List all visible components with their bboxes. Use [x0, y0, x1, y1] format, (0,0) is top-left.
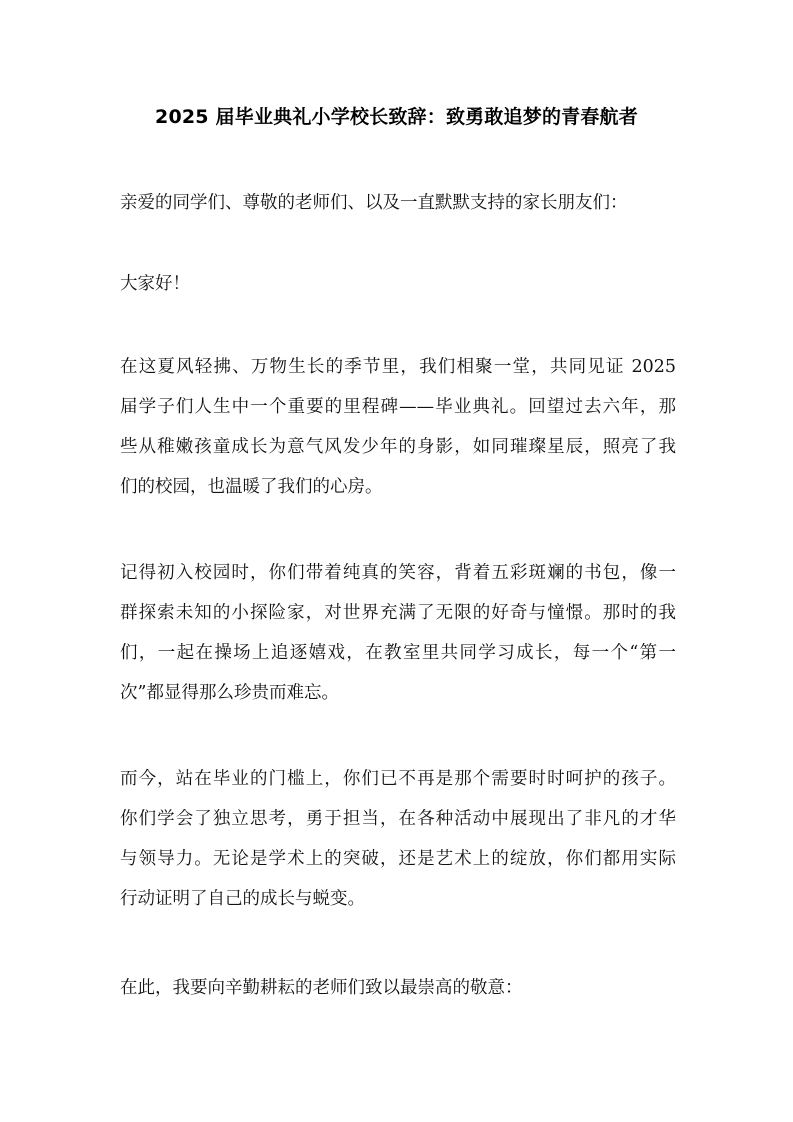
body-paragraph-2 — [120, 553, 676, 713]
paragraph-line: 们的校园，也温暖了我们的心房。 — [120, 477, 383, 497]
paragraph-line: 在这夏风轻拂、万物生长的季节里，我们相聚一堂，共同见证 2025 — [120, 357, 676, 377]
paragraph-line: 些从稚嫩孩童成长为意气风发少年的身影，如同璀璨星辰，照亮了我 — [120, 437, 676, 457]
body-paragraph-4 — [120, 968, 676, 1008]
paragraph-line: 群探索未知的小探险家，对世界充满了无限的好奇与憧憬。那时的我 — [120, 603, 676, 623]
paragraph-line: 们，一起在操场上追逐嬉戏，在教室里共同学习成长，每一个“第一 — [120, 643, 676, 663]
document-title: 2025 届毕业典礼小学校长致辞：致勇敢追梦的青春航者 — [155, 106, 638, 128]
paragraph-line: 大家好！ — [120, 274, 190, 294]
greeting-paragraph — [120, 264, 676, 304]
body-paragraph-3 — [120, 759, 676, 919]
paragraph-line: 记得初入校园时，你们带着纯真的笑容，背着五彩斑斓的书包，像一 — [120, 563, 676, 583]
body-paragraph-1 — [120, 347, 676, 507]
salutation-paragraph — [120, 183, 676, 223]
paragraph-line: 而今，站在毕业的门槛上，你们已不再是那个需要时时呵护的孩子。 — [120, 769, 676, 789]
paragraph-line: 亲爱的同学们、尊敬的老师们、以及一直默默支持的家长朋友们： — [120, 193, 628, 213]
paragraph-line: 届学子们人生中一个重要的里程碑——毕业典礼。回望过去六年，那 — [120, 397, 676, 417]
paragraph-line: 在此，我要向辛勤耕耘的老师们致以最崇高的敬意： — [120, 978, 523, 998]
paragraph-line: 与领导力。无论是学术上的突破，还是艺术上的绽放，你们都用实际 — [120, 849, 676, 869]
paragraph-line: 你们学会了独立思考，勇于担当，在各种活动中展现出了非凡的才华 — [120, 809, 676, 829]
paragraph-line: 行动证明了自己的成长与蜕变。 — [120, 889, 365, 909]
paragraph-line: 次”都显得那么珍贵而难忘。 — [120, 683, 339, 703]
